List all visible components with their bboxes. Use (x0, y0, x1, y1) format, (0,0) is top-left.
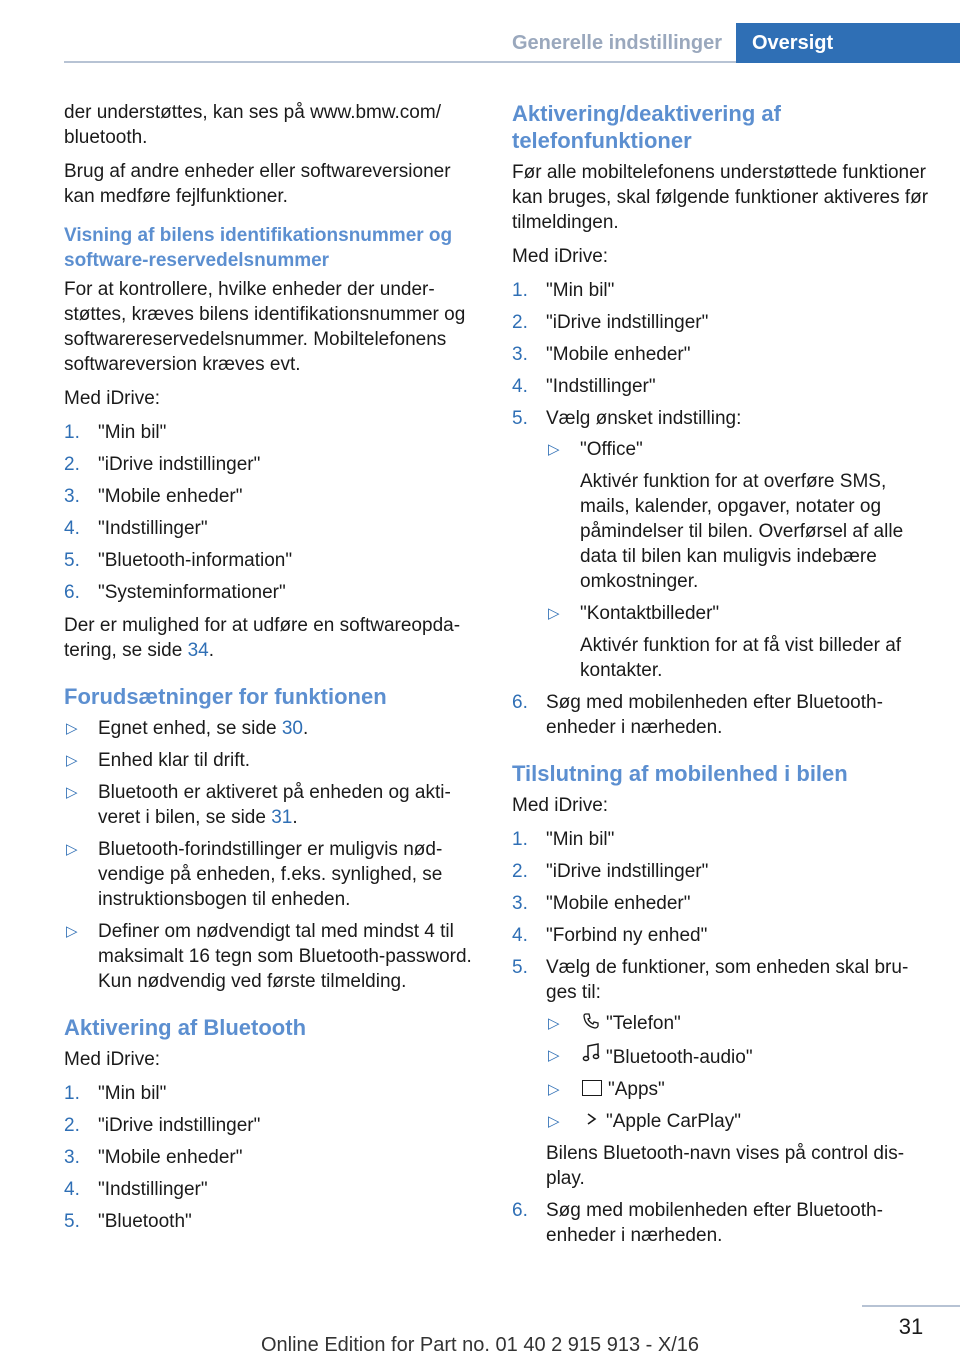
list-item: 5. Vælg ønsket indstilling: ▷ "Office" Aktivér funktion for at overføre SMS, mails, kalender, opgaver, notater og påmindelser til bilen. Overførsel af alle data til bilen kan muligvis indebære omkostninger. ▷ "Kontaktbilleder" Aktivér funktion for at få vist billeder af kontakter. (512, 406, 930, 683)
list-item: 5. Vælg de funktioner, som enheden skal bruges til: ▷ "Telefon" ▷ "Bluetooth-audio" ▷ "Apps" ▷ "Apple CarPlay" Bilens Bluetooth-navn vises på control display. (512, 955, 930, 1191)
list-item: ▷ Bluetooth er aktiveret på enheden og aktiveret i bilen, se side 31. (66, 782, 451, 828)
steps-list (512, 827, 930, 1248)
med-idrive-label: Med iDrive: (64, 1049, 161, 1070)
heading-aktivering-bluetooth: Aktivering af Bluetooth (64, 1015, 307, 1040)
list-item: 3. "Mobile enheder" (512, 344, 691, 365)
page-link[interactable]: 31 (271, 807, 293, 828)
list-item: ▷ Egnet enhed, se side 30. (66, 718, 309, 739)
functions-list (546, 1011, 930, 1134)
apps-box-icon (582, 1080, 602, 1096)
left-column (64, 100, 484, 1242)
list-item: 1. "Min bil" (64, 1083, 167, 1104)
header-tab: Oversigt (736, 23, 960, 63)
paragraph: Der er mulighed for at udføre en softwareopdatering, se side 34. (64, 615, 461, 661)
triangle-right-icon: ▷ (548, 1113, 560, 1130)
footer-rule (862, 1305, 960, 1307)
triangle-right-icon: ▷ (548, 605, 560, 622)
triangle-right-icon: ▷ (66, 923, 78, 940)
sub-list (546, 437, 930, 683)
list-item: 6. Søg med mobilenheden efter Bluetooth-enheder i nærheden. (512, 692, 883, 738)
subheading-vin: Visning af bilens identifikationsnummer og software-reservedelsnummer (64, 225, 453, 271)
heading-forudsaetninger: Forudsætninger for funktionen (64, 684, 387, 709)
heading-tilslutning: Tilslutning af mobilenhed i bilen (512, 761, 848, 786)
list-item: ▷ Bluetooth-forindstillinger er muligvis nødvendige på enheden, f.eks. synlighed, se instruktionsbogen til enheden. (66, 839, 443, 910)
paragraph: Før alle mobiltelefonens understøttede funktioner kan bruges, skal følgende funktioner aktiveres før tilmeldingen. (512, 162, 929, 233)
right-column (512, 100, 930, 1256)
list-item: 2. "iDrive indstillinger" (64, 1115, 261, 1136)
header-section-title: Generelle indstillinger (511, 32, 722, 54)
list-item: 6. "Systeminformationer" (64, 582, 286, 603)
list-item: 4. "Indstillinger" (64, 518, 208, 539)
list-item: 2. "iDrive indstillinger" (512, 312, 709, 333)
list-item: 5. "Bluetooth-information" (64, 550, 293, 571)
paragraph: For at kontrollere, hvilke enheder der understøttes, kræves bilens identifikationsnummer og softwarereservedelsnummer. Mobiltelefonens softwareversion kræves evt. (64, 279, 466, 375)
list-item: 1. "Min bil" (512, 829, 615, 850)
music-note-icon (580, 1043, 602, 1070)
list-item: 4. "Indstillinger" (64, 1179, 208, 1200)
list-item: ▷ "Apple CarPlay" (548, 1111, 741, 1132)
note: Bilens Bluetooth-navn vises på control display. (546, 1143, 905, 1189)
steps-list (512, 278, 930, 740)
paragraph: der understøttes, kan ses på www.bmw.com/ bluetooth. (64, 102, 441, 148)
paragraph: Brug af andre enheder eller softwareversioner kan medføre fejlfunktioner. (64, 161, 451, 207)
phone-icon (580, 1011, 602, 1036)
list-item: 3. "Mobile enheder" (64, 486, 243, 507)
list-item: 3. "Mobile enheder" (512, 893, 691, 914)
list-item: 3. "Mobile enheder" (64, 1147, 243, 1168)
list-item: ▷ "Apps" (548, 1079, 665, 1100)
list-item: ▷ Definer om nødvendigt tal med mindst 4 til maksimalt 16 tegn som Bluetooth-password. Kun nødvendig ved første tilmelding. (66, 921, 472, 992)
requirements-list (64, 716, 484, 994)
heading-telefonfunktioner: Aktivering/deaktivering af telefonfunktioner (512, 101, 781, 153)
steps-list (64, 420, 484, 605)
list-item: ▷ "Kontaktbilleder" Aktivér funktion for at få vist billeder af kontakter. (548, 603, 902, 681)
med-idrive-label: Med iDrive: (64, 388, 161, 409)
triangle-right-icon: ▷ (66, 784, 78, 801)
list-item: 1. "Min bil" (64, 422, 167, 443)
triangle-right-icon: ▷ (548, 1081, 560, 1098)
page-number: 31 (898, 1314, 924, 1339)
triangle-right-icon: ▷ (548, 1047, 560, 1064)
list-item: 2. "iDrive indstillinger" (64, 454, 261, 475)
list-item: ▷ Enhed klar til drift. (66, 750, 251, 771)
list-item: 4. "Indstillinger" (512, 376, 656, 397)
footer-edition: Online Edition for Part no. 01 40 2 915 913 - X/16 (260, 1334, 700, 1356)
triangle-right-icon: ▷ (66, 841, 78, 858)
med-idrive-label: Med iDrive: (512, 246, 609, 267)
list-item: 5. "Bluetooth" (64, 1211, 192, 1232)
list-item: 1. "Min bil" (512, 280, 615, 301)
list-item: ▷ "Telefon" (548, 1013, 681, 1034)
triangle-right-icon: ▷ (548, 441, 560, 458)
list-item: 6. Søg med mobilenheden efter Bluetooth-enheder i nærheden. (512, 1200, 883, 1246)
triangle-right-icon: ▷ (66, 752, 78, 769)
list-item: ▷ "Office" Aktivér funktion for at overføre SMS, mails, kalender, opgaver, notater og påmindelser til bilen. Overførsel af alle data til bilen kan muligvis indebære omkostninger. (548, 439, 904, 592)
play-icon (580, 1109, 602, 1134)
page-link[interactable]: 34 (187, 640, 209, 661)
triangle-right-icon: ▷ (66, 720, 78, 737)
list-item: 4. "Forbind ny enhed" (512, 925, 708, 946)
steps-list (64, 1081, 484, 1234)
list-item: 2. "iDrive indstillinger" (512, 861, 709, 882)
triangle-right-icon: ▷ (548, 1015, 560, 1032)
list-item: ▷ "Bluetooth-audio" (546, 1043, 930, 1070)
med-idrive-label: Med iDrive: (512, 795, 609, 816)
page-link[interactable]: 30 (281, 718, 303, 739)
